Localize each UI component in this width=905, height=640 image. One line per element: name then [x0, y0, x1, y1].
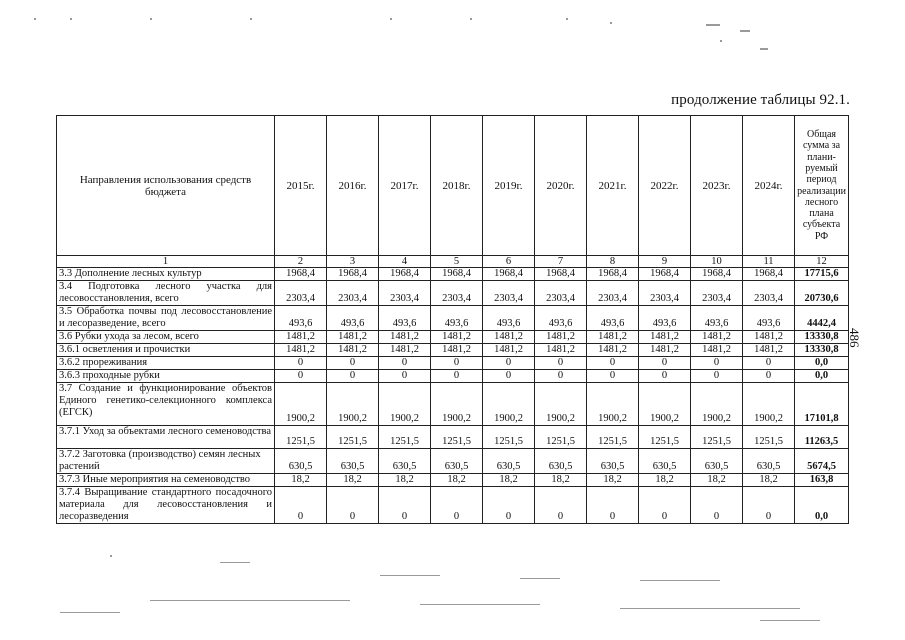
row-value: 0 [379, 487, 431, 524]
row-value: 1251,5 [535, 426, 587, 449]
row-value: 1481,2 [535, 344, 587, 357]
row-value: 18,2 [535, 474, 587, 487]
header-year: 2024г. [743, 116, 795, 256]
row-label: 3.5 Обработка почвы под лесовосстановление и лесоразведение, всего [57, 306, 275, 331]
row-value: 1481,2 [639, 344, 691, 357]
row-value: 1900,2 [379, 383, 431, 426]
row-value: 0 [743, 370, 795, 383]
row-value: 0 [275, 357, 327, 370]
row-value: 1251,5 [431, 426, 483, 449]
row-value: 18,2 [483, 474, 535, 487]
row-value: 1481,2 [327, 344, 379, 357]
row-value: 0 [587, 487, 639, 524]
header-year: 2016г. [327, 116, 379, 256]
row-value: 1251,5 [483, 426, 535, 449]
row-value: 630,5 [743, 449, 795, 474]
column-number: 3 [327, 256, 379, 268]
row-label: 3.6.1 осветления и прочистки [57, 344, 275, 357]
row-value: 1251,5 [639, 426, 691, 449]
row-value: 1481,2 [639, 331, 691, 344]
column-number: 4 [379, 256, 431, 268]
row-value: 1481,2 [587, 331, 639, 344]
row-value: 18,2 [431, 474, 483, 487]
row-value: 630,5 [379, 449, 431, 474]
column-number: 5 [431, 256, 483, 268]
header-year: 2017г. [379, 116, 431, 256]
row-value: 1481,2 [483, 344, 535, 357]
row-value: 1900,2 [587, 383, 639, 426]
row-value: 1968,4 [327, 268, 379, 281]
row-value: 1481,2 [431, 344, 483, 357]
row-value: 0 [327, 357, 379, 370]
row-value: 0 [639, 487, 691, 524]
row-value: 0 [639, 357, 691, 370]
row-total: 5674,5 [795, 449, 849, 474]
row-total: 0,0 [795, 357, 849, 370]
row-value: 0 [483, 357, 535, 370]
row-value: 1968,4 [483, 268, 535, 281]
row-value: 18,2 [639, 474, 691, 487]
row-value: 0 [379, 357, 431, 370]
row-value: 493,6 [431, 306, 483, 331]
row-value: 630,5 [535, 449, 587, 474]
row-value: 0 [691, 370, 743, 383]
row-value: 2303,4 [691, 281, 743, 306]
row-value: 1251,5 [327, 426, 379, 449]
row-value: 1251,5 [379, 426, 431, 449]
table-row [57, 306, 849, 331]
budget-table [56, 115, 849, 524]
table-row [57, 357, 849, 370]
row-value: 1900,2 [743, 383, 795, 426]
row-value: 1251,5 [691, 426, 743, 449]
row-value: 0 [587, 357, 639, 370]
row-total: 17715,6 [795, 268, 849, 281]
row-label: 3.3 Дополнение лесных культур [57, 268, 275, 281]
header-year: 2021г. [587, 116, 639, 256]
table-row [57, 281, 849, 306]
row-value: 0 [379, 370, 431, 383]
row-value: 18,2 [379, 474, 431, 487]
row-value: 2303,4 [275, 281, 327, 306]
header-year: 2023г. [691, 116, 743, 256]
row-value: 0 [743, 487, 795, 524]
row-value: 493,6 [327, 306, 379, 331]
row-value: 2303,4 [535, 281, 587, 306]
column-number: 8 [587, 256, 639, 268]
row-value: 0 [483, 370, 535, 383]
row-value: 1900,2 [535, 383, 587, 426]
table-row [57, 370, 849, 383]
row-value: 0 [691, 357, 743, 370]
row-value: 0 [431, 357, 483, 370]
row-value: 630,5 [587, 449, 639, 474]
row-value: 2303,4 [639, 281, 691, 306]
row-value: 630,5 [275, 449, 327, 474]
row-value: 1968,4 [691, 268, 743, 281]
header-year: 2019г. [483, 116, 535, 256]
row-total: 163,8 [795, 474, 849, 487]
row-value: 2303,4 [587, 281, 639, 306]
row-total: 13330,8 [795, 344, 849, 357]
row-value: 1968,4 [431, 268, 483, 281]
row-value: 0 [275, 370, 327, 383]
row-value: 0 [535, 487, 587, 524]
header-directions: Направления использования средств бюджета [57, 116, 275, 256]
table-caption: продолжение таблицы 92.1. [671, 92, 850, 108]
row-value: 18,2 [587, 474, 639, 487]
row-value: 1481,2 [691, 331, 743, 344]
column-number: 7 [535, 256, 587, 268]
row-total: 11263,5 [795, 426, 849, 449]
row-value: 1481,2 [743, 344, 795, 357]
row-value: 630,5 [639, 449, 691, 474]
row-value: 2303,4 [379, 281, 431, 306]
row-value: 1481,2 [327, 331, 379, 344]
column-number: 1 [57, 256, 275, 268]
row-value: 1968,4 [743, 268, 795, 281]
row-value: 1481,2 [691, 344, 743, 357]
row-value: 1481,2 [535, 331, 587, 344]
row-value: 1481,2 [275, 331, 327, 344]
row-value: 2303,4 [483, 281, 535, 306]
table-header-row [57, 116, 849, 256]
table-row [57, 383, 849, 426]
row-value: 0 [327, 487, 379, 524]
row-value: 1481,2 [483, 331, 535, 344]
row-label: 3.6.3 проходные рубки [57, 370, 275, 383]
column-numbers-row [57, 256, 849, 268]
header-year: 2020г. [535, 116, 587, 256]
row-total: 0,0 [795, 370, 849, 383]
row-value: 493,6 [639, 306, 691, 331]
row-value: 1481,2 [379, 331, 431, 344]
column-number: 12 [795, 256, 849, 268]
row-value: 0 [275, 487, 327, 524]
table-row [57, 344, 849, 357]
table-row [57, 487, 849, 524]
row-value: 18,2 [743, 474, 795, 487]
row-total: 4442,4 [795, 306, 849, 331]
row-value: 1251,5 [587, 426, 639, 449]
row-value: 493,6 [587, 306, 639, 331]
row-value: 0 [587, 370, 639, 383]
row-label: 3.7.2 Заготовка (производство) семян лесных растений [57, 449, 275, 474]
row-value: 2303,4 [431, 281, 483, 306]
table-row [57, 268, 849, 281]
row-total: 0,0 [795, 487, 849, 524]
row-value: 630,5 [327, 449, 379, 474]
row-value: 1251,5 [743, 426, 795, 449]
row-value: 1481,2 [743, 331, 795, 344]
table-row [57, 331, 849, 344]
row-value: 1481,2 [587, 344, 639, 357]
header-year: 2022г. [639, 116, 691, 256]
row-value: 493,6 [379, 306, 431, 331]
row-value: 493,6 [535, 306, 587, 331]
row-value: 1900,2 [691, 383, 743, 426]
row-value: 1968,4 [535, 268, 587, 281]
row-value: 1900,2 [639, 383, 691, 426]
row-value: 1968,4 [275, 268, 327, 281]
row-value: 0 [535, 370, 587, 383]
row-value: 18,2 [327, 474, 379, 487]
column-number: 11 [743, 256, 795, 268]
page-number: 486 [847, 328, 862, 348]
header-year: 2015г. [275, 116, 327, 256]
row-value: 1900,2 [431, 383, 483, 426]
row-value: 1900,2 [327, 383, 379, 426]
row-value: 1968,4 [587, 268, 639, 281]
header-year: 2018г. [431, 116, 483, 256]
column-number: 10 [691, 256, 743, 268]
row-value: 2303,4 [743, 281, 795, 306]
row-value: 630,5 [691, 449, 743, 474]
column-number: 6 [483, 256, 535, 268]
row-value: 0 [743, 357, 795, 370]
row-value: 1481,2 [431, 331, 483, 344]
row-value: 1968,4 [639, 268, 691, 281]
row-value: 1900,2 [483, 383, 535, 426]
row-value: 493,6 [743, 306, 795, 331]
table-row [57, 449, 849, 474]
row-total: 20730,6 [795, 281, 849, 306]
column-number: 2 [275, 256, 327, 268]
row-label: 3.7 Создание и функционирование объектов Единого генетико-селекционного комплекса (ЕГСК) [57, 383, 275, 426]
row-value: 18,2 [691, 474, 743, 487]
row-label: 3.7.1 Уход за объектами лесного семеноводства [57, 426, 275, 449]
table-row [57, 474, 849, 487]
column-number: 9 [639, 256, 691, 268]
row-label: 3.6 Рубки ухода за лесом, всего [57, 331, 275, 344]
row-value: 0 [483, 487, 535, 524]
row-value: 0 [535, 357, 587, 370]
row-total: 13330,8 [795, 331, 849, 344]
row-label: 3.6.2 прореживания [57, 357, 275, 370]
row-value: 630,5 [431, 449, 483, 474]
row-value: 0 [431, 370, 483, 383]
row-value: 1251,5 [275, 426, 327, 449]
row-value: 0 [639, 370, 691, 383]
row-value: 493,6 [483, 306, 535, 331]
table-row [57, 426, 849, 449]
row-value: 630,5 [483, 449, 535, 474]
row-value: 1481,2 [275, 344, 327, 357]
row-label: 3.7.4 Выращивание стандартного посадочного материала для лесовосстановления и лесоразведения [57, 487, 275, 524]
row-value: 0 [327, 370, 379, 383]
row-value: 0 [431, 487, 483, 524]
row-value: 1900,2 [275, 383, 327, 426]
header-total: Общая сумма за плани-руемый период реализации лесного плана субъекта РФ [795, 116, 849, 256]
row-label: 3.4 Подготовка лесного участка для лесовосстановления, всего [57, 281, 275, 306]
row-value: 2303,4 [327, 281, 379, 306]
row-value: 0 [691, 487, 743, 524]
row-value: 493,6 [275, 306, 327, 331]
row-value: 1481,2 [379, 344, 431, 357]
row-value: 18,2 [275, 474, 327, 487]
row-total: 17101,8 [795, 383, 849, 426]
row-value: 493,6 [691, 306, 743, 331]
row-value: 1968,4 [379, 268, 431, 281]
row-label: 3.7.3 Иные мероприятия на семеноводство [57, 474, 275, 487]
